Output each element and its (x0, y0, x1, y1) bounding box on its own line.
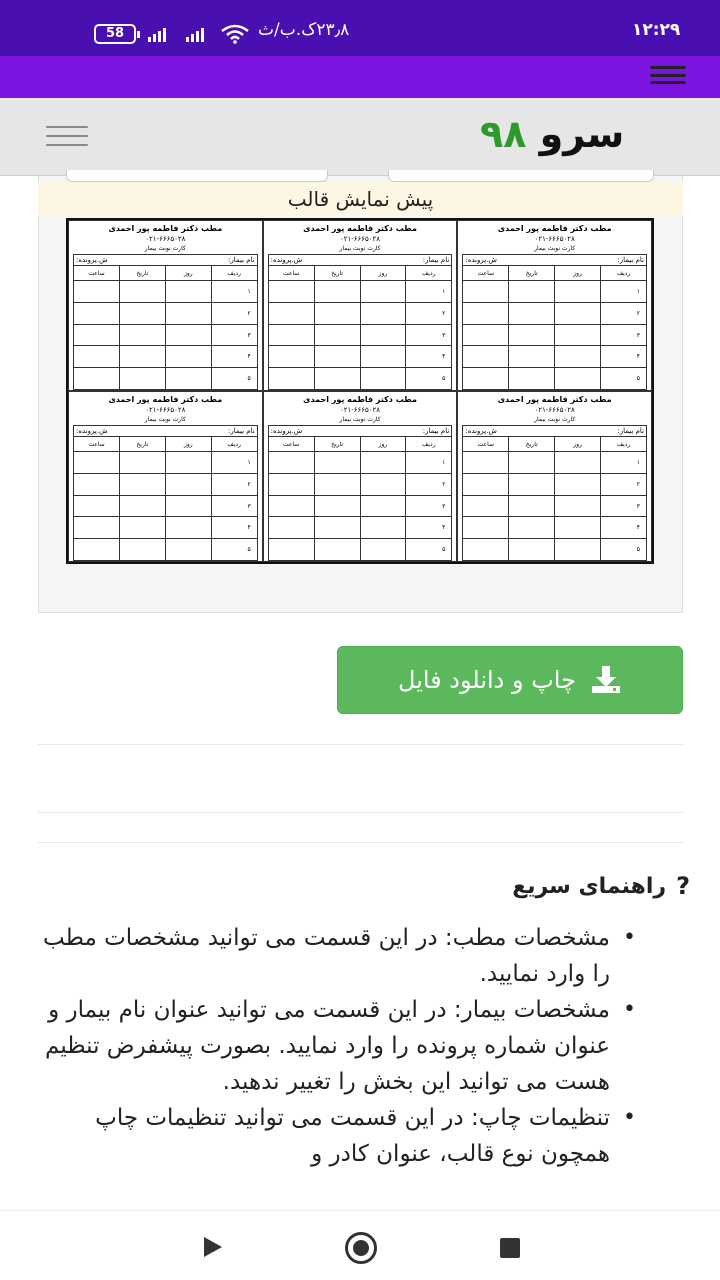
card-column-header: روز (555, 437, 601, 452)
card-column-header: تاریخ (314, 437, 360, 452)
appointment-card (68, 220, 263, 391)
card-fields (268, 425, 453, 436)
appointment-card (457, 220, 652, 391)
card-column-header: تاریخ (509, 266, 555, 281)
patient-label: نام بیمار: (228, 256, 255, 264)
file-label: ش.پرونده: (270, 256, 303, 264)
patient-label: نام بیمار: (422, 427, 450, 435)
row-number: ۴ (211, 346, 257, 368)
appointment-card (263, 220, 458, 391)
card-column-header: ردیف (601, 266, 647, 281)
card-column-header: ردیف (211, 266, 257, 281)
status-bar (0, 0, 720, 56)
row-number: ۲ (211, 303, 257, 325)
card-column-header: ساعت (463, 437, 509, 452)
divider (38, 842, 683, 843)
card-column-header: ساعت (463, 266, 509, 281)
patient-label: نام بیمار: (228, 427, 255, 435)
download-label: چاپ و دانلود فایل (398, 666, 576, 694)
card-fields (73, 425, 258, 436)
card-table (268, 436, 453, 561)
file-label: ش.پرونده: (76, 256, 108, 264)
card-fields (462, 254, 647, 265)
form-input-edges (66, 170, 654, 182)
file-label: ش.پرونده: (76, 427, 108, 435)
guide-list (40, 920, 640, 1172)
row-number: ۳ (601, 495, 647, 517)
appointment-card (68, 391, 263, 562)
row-number: ۴ (601, 346, 647, 368)
card-column-header: روز (360, 266, 406, 281)
appointment-card (457, 391, 652, 562)
signal-icon (148, 26, 166, 42)
card-column-header: تاریخ (119, 437, 165, 452)
card-clinic: مطب دکتر فاطمه پور احمدی (108, 224, 223, 233)
site-header (0, 98, 720, 176)
row-number: ۲ (601, 303, 647, 325)
card-phone: ۰۲۱-۶۶۶۵۰۲۸ (145, 406, 186, 414)
row-number: ۱ (601, 452, 647, 474)
row-number: ۱ (406, 281, 452, 303)
card-title: کارت نوبت بیمار (534, 416, 576, 423)
card-column-header: تاریخ (119, 266, 165, 281)
guide-item: • مشخصات مطب: در این قسمت می توانید مشخصات مطب را وارد نمایید. (40, 920, 640, 992)
row-number: ۳ (211, 495, 257, 517)
file-label: ش.پرونده: (465, 256, 497, 264)
signal-icon-2 (186, 26, 204, 42)
card-phone: ۰۲۱-۶۶۶۵۰۲۸ (339, 406, 381, 414)
home-icon[interactable] (345, 1232, 377, 1264)
card-clinic: مطب دکتر فاطمه پور احمدی (303, 395, 417, 404)
card-clinic: مطب دکتر فاطمه پور احمدی (497, 395, 612, 404)
row-number: ۴ (601, 517, 647, 539)
row-number: ۲ (406, 303, 452, 325)
card-column-header: روز (165, 437, 211, 452)
patient-label: نام بیمار: (617, 427, 644, 435)
divider (38, 812, 683, 813)
guide-title: راهنمای سریع (512, 873, 667, 899)
card-fields (268, 254, 453, 265)
card-column-header: ردیف (406, 266, 452, 281)
row-number: ۲ (601, 474, 647, 496)
logo-word: سرو (539, 112, 625, 156)
row-number: ۵ (601, 539, 647, 561)
card-column-header: روز (555, 266, 601, 281)
card-column-header: روز (165, 266, 211, 281)
row-number: ۵ (406, 539, 452, 561)
row-number: ۱ (211, 452, 257, 474)
divider (38, 744, 683, 745)
card-title: کارت نوبت بیمار (534, 245, 576, 252)
card-fields (462, 425, 647, 436)
card-title: کارت نوبت بیمار (144, 245, 186, 252)
row-number: ۱ (406, 452, 452, 474)
row-number: ۱ (601, 281, 647, 303)
card-phone: ۰۲۱-۶۶۶۵۰۲۸ (534, 235, 575, 243)
card-column-header: تاریخ (314, 266, 360, 281)
card-column-header: ردیف (211, 437, 257, 452)
card-column-header: ردیف (406, 437, 452, 452)
logo[interactable] (480, 112, 624, 156)
card-column-header: ساعت (74, 266, 120, 281)
guide-item: • مشخصات بیمار: در این قسمت می توانید عنوان نام بیمار و عنوان شماره پرونده را وارد نمایید. بصورت پیشفرض تنظیم هست می توانید این بخش را تغییر ندهید. (40, 992, 640, 1100)
row-number: ۳ (211, 324, 257, 346)
site-menu-icon[interactable] (46, 126, 88, 146)
file-label: ش.پرونده: (465, 427, 497, 435)
card-fields (73, 254, 258, 265)
card-column-header: ساعت (74, 437, 120, 452)
row-number: ۱ (211, 281, 257, 303)
logo-number: ۹۸ (480, 112, 527, 156)
network-speed: ۲۳٫۸ک.ب/ث (258, 20, 350, 40)
row-number: ۳ (406, 324, 452, 346)
card-table (462, 436, 647, 561)
system-nav-bar (0, 1210, 720, 1280)
appointment-card (263, 391, 458, 562)
row-number: ۴ (211, 517, 257, 539)
patient-label: نام بیمار: (422, 256, 450, 264)
row-number: ۵ (406, 368, 452, 390)
recent-apps-icon[interactable] (500, 1238, 520, 1258)
card-clinic: مطب دکتر فاطمه پور احمدی (303, 224, 417, 233)
battery-indicator: 58 (94, 24, 136, 44)
card-column-header: ساعت (268, 437, 314, 452)
card-title: کارت نوبت بیمار (144, 416, 186, 423)
patient-label: نام بیمار: (617, 256, 644, 264)
card-table (73, 265, 258, 390)
back-icon[interactable] (204, 1237, 222, 1257)
row-number: ۵ (211, 539, 257, 561)
row-number: ۳ (601, 324, 647, 346)
card-column-header: ردیف (601, 437, 647, 452)
wifi-icon (220, 24, 250, 44)
print-download-button[interactable] (337, 646, 683, 714)
card-table (268, 265, 453, 390)
card-phone: ۰۲۱-۶۶۶۵۰۲۸ (145, 235, 186, 243)
card-title: کارت نوبت بیمار (339, 245, 381, 252)
row-number: ۵ (211, 368, 257, 390)
app-bar (0, 56, 720, 98)
card-column-header: ساعت (268, 266, 314, 281)
download-icon (590, 666, 622, 694)
row-number: ۴ (406, 346, 452, 368)
card-column-header: روز (360, 437, 406, 452)
card-phone: ۰۲۱-۶۶۶۵۰۲۸ (534, 406, 575, 414)
card-column-header: تاریخ (509, 437, 555, 452)
row-number: ۲ (406, 474, 452, 496)
menu-icon[interactable] (650, 66, 686, 84)
guide-item: • تنظیمات چاپ: در این قسمت می توانید تنظیمات چاپ همچون نوع قالب، عنوان کادر و (40, 1100, 640, 1172)
file-label: ش.پرونده: (270, 427, 303, 435)
row-number: ۴ (406, 517, 452, 539)
card-clinic: مطب دکتر فاطمه پور احمدی (108, 395, 223, 404)
card-clinic: مطب دکتر فاطمه پور احمدی (497, 224, 612, 233)
row-number: ۲ (211, 474, 257, 496)
question-icon: ? (676, 872, 690, 900)
preview-title: پیش نمایش قالب (38, 182, 683, 216)
template-preview-sheet (66, 218, 654, 564)
card-title: کارت نوبت بیمار (339, 416, 381, 423)
guide-heading (360, 872, 690, 900)
row-number: ۵ (601, 368, 647, 390)
card-table (73, 436, 258, 561)
card-phone: ۰۲۱-۶۶۶۵۰۲۸ (339, 235, 381, 243)
row-number: ۳ (406, 495, 452, 517)
card-table (462, 265, 647, 390)
clock: ۱۲:۲۹ (632, 20, 681, 40)
